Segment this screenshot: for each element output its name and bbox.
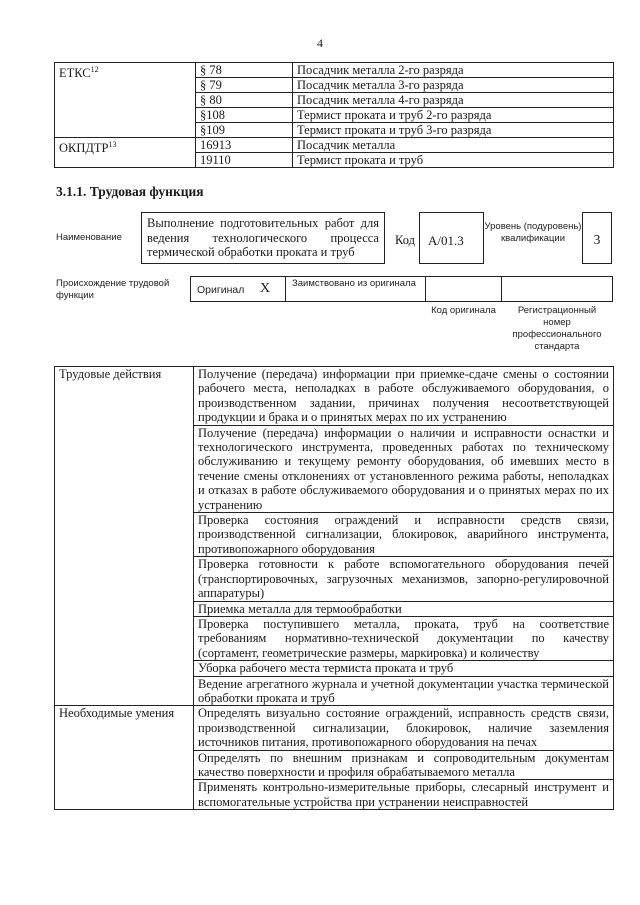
table-row [55, 706, 614, 750]
category-cell: Необходимые умения [55, 706, 194, 810]
item-cell: Определять по внешним признакам и сопроводительным документам качество поверхности и профиля обрабатываемого металла [194, 750, 614, 780]
reference-number: § 80 [196, 93, 293, 108]
reference-number: § 79 [196, 78, 293, 93]
reg-number-label: Регистрационный номер профессионального стандарта [512, 305, 602, 352]
reference-row [55, 63, 614, 78]
original-mark: X [260, 281, 271, 296]
reference-number: §109 [196, 123, 293, 138]
reg-number-cell [501, 276, 613, 302]
reference-name: Термист проката и труб [293, 153, 614, 168]
item-cell: Проверка состояния ограждений и исправности средств связи, производственной сигнализации, блокировок, аварийного инструмента, противопожарного оборудования [194, 513, 614, 557]
reference-name: Посадчик металла 3-го разряда [293, 78, 614, 93]
item-cell: Ведение агрегатного журнала и учетной документации участка термической обработки проката и труб [194, 676, 614, 706]
code-box [419, 212, 484, 264]
item-cell: Получение (передача) информации о наличии и исправности оснастки и технологического инструмента, проведенных работах по техническому обслуживанию и текущему ремонту оборудования, об имевших место в течение смены отклонениях от установленного режима работы, неполадках и отказах в работе обслуживаемого оборудования и о принятых мерах по их устранению [194, 425, 614, 512]
function-name-text: Выполнение подготовительных работ для ведения технологического процесса термической обработки проката и труб [147, 216, 379, 259]
reference-code: ОКПДТР [59, 141, 109, 156]
reference-row [55, 138, 614, 153]
reference-footnote: 13 [108, 140, 117, 149]
reference-name: Посадчик металла 2-го разряда [293, 63, 614, 78]
original-cell [190, 276, 286, 302]
reference-number: 19110 [196, 153, 293, 168]
reference-code-cell [55, 138, 196, 168]
reference-footnote: 12 [90, 65, 99, 74]
reference-code: ЕТКС [59, 66, 91, 81]
item-cell: Уборка рабочего места термиста проката и труб [194, 661, 614, 676]
borrowed-label: Заимствовано из оригинала [292, 278, 416, 289]
code-original-cell [425, 276, 502, 302]
borrowed-cell [285, 276, 426, 302]
category-cell: Трудовые действия [55, 367, 194, 706]
item-cell: Определять визуально состояние ограждений, исправность средств связи, производственной сигнализации, блокировок, наличие заземления источников питания, противопожарного оборудования на печах [194, 706, 614, 750]
item-cell: Проверка готовности к работе вспомогательного оборудования печей (транспортировочных, загрузочных механизмов, запорно-регулировочной аппаратуры) [194, 557, 614, 601]
name-label: Наименование [56, 232, 122, 243]
level-box [582, 212, 612, 264]
table-row [55, 367, 614, 426]
code-value: А/01.3 [428, 233, 464, 248]
origin-label: Происхождение трудовой функции [56, 278, 170, 301]
original-label: Оригинал [197, 284, 245, 296]
item-cell: Получение (передача) информации при приемке-сдаче смены о состоянии рабочего места, неполадках в работе обслуживаемого оборудования, о производственном задании, причинах получения несоответствующей продукции и брака и о принятых мерах по их устранению [194, 367, 614, 426]
reference-name: Посадчик металла [293, 138, 614, 153]
level-value: 3 [593, 232, 601, 247]
reference-table [54, 62, 614, 168]
code-original-label: Код оригинала [431, 305, 496, 316]
item-cell: Приемка металла для термообработки [194, 601, 614, 616]
reference-name: Посадчик металла 4-го разряда [293, 93, 614, 108]
level-label: Уровень (подуровень) квалификации [484, 221, 582, 244]
page-number: 4 [317, 36, 323, 50]
section-title: 3.1.1. Трудовая функция [56, 184, 204, 199]
item-cell: Проверка поступившего металла, проката, труб на соответствие требованиям нормативно-технической документации по качеству (сортамент, геометрические размеры, маркировка) и количеству [194, 616, 614, 660]
reference-number: 16913 [196, 138, 293, 153]
item-cell: Применять контрольно-измерительные приборы, слесарный инструмент и вспомогательные устройства при устранении неисправностей [194, 780, 614, 810]
code-label: Код [395, 233, 415, 247]
reference-name: Термист проката и труб 3-го разряда [293, 123, 614, 138]
function-name-box [141, 212, 385, 264]
reference-number: §108 [196, 108, 293, 123]
reference-name: Термист проката и труб 2-го разряда [293, 108, 614, 123]
reference-number: § 78 [196, 63, 293, 78]
reference-code-cell [55, 63, 196, 138]
main-table [54, 366, 614, 810]
